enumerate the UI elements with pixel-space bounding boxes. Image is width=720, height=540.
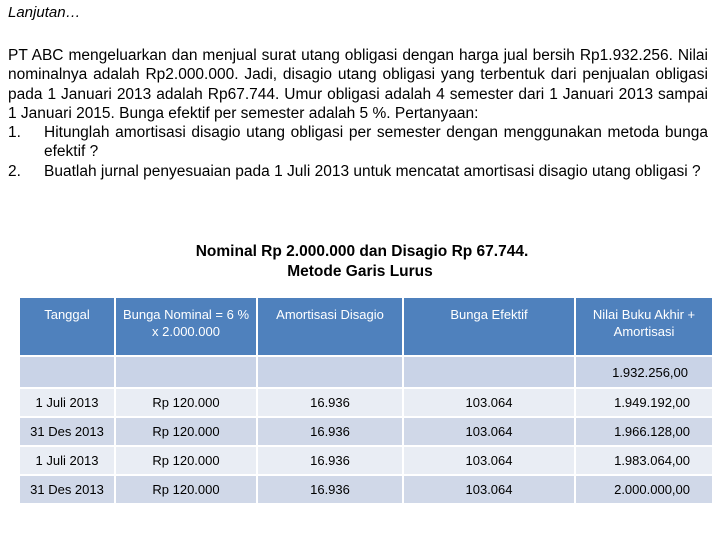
problem-text	[8, 46, 708, 181]
problem-paragraph: PT ABC mengeluarkan dan menjual surat utang obligasi dengan harga jual bersih Rp1.932.256. Nilai nominalnya adalah Rp2.000.000. Jadi, disagio utang obligasi yang terbentuk dari penjualan obligasi pada 1 Januari 2013 adalah Rp67.744. Umur obligasi adalah 4 semester dari 1 Januari 2013 sampai 1 Januari 2015. Bunga efektif per semester adalah 5 %. Pertanyaan:	[8, 47, 708, 122]
cell-book-value: 2.000.000,00	[576, 476, 712, 503]
cell-amortization: 16.936	[258, 476, 402, 503]
table-cell	[404, 357, 574, 387]
question-item	[8, 162, 708, 181]
cell-date: 1 Juli 2013	[20, 447, 114, 474]
table-row	[20, 418, 712, 445]
table-header-row	[20, 298, 712, 355]
cell-amortization: 16.936	[258, 447, 402, 474]
table-row	[20, 389, 712, 416]
header-nilai-buku: Nilai Buku Akhir + Amortisasi	[576, 298, 712, 355]
cell-effective-interest: 103.064	[404, 447, 574, 474]
table-row	[20, 476, 712, 503]
question-item	[8, 123, 708, 162]
header-bunga-efektif: Bunga Efektif	[404, 298, 574, 355]
cell-nominal-interest: Rp 120.000	[116, 389, 256, 416]
cell-effective-interest: 103.064	[404, 389, 574, 416]
cell-book-value: 1.966.128,00	[576, 418, 712, 445]
cell-nominal-interest: Rp 120.000	[116, 447, 256, 474]
question-number: 1.	[8, 124, 21, 142]
cell-book-value: 1.949.192,00	[576, 389, 712, 416]
cell-date: 1 Juli 2013	[20, 389, 114, 416]
question-text: Hitunglah amortisasi disagio utang obligasi per semester dengan menggunakan metoda bunga efektif ?	[44, 124, 708, 161]
table-heading-nominal: Nominal Rp 2.000.000 dan Disagio Rp 67.744.	[195, 243, 529, 260]
cell-nominal-interest: Rp 120.000	[116, 476, 256, 503]
table-row	[20, 447, 712, 474]
cell-date: 31 Des 2013	[20, 476, 114, 503]
table-heading-method: Metode Garis Lurus	[287, 263, 433, 280]
header-bunga-nominal: Bunga Nominal = 6 % x 2.000.000	[116, 298, 256, 355]
slide-subtitle: Lanjutan…	[8, 4, 81, 21]
table-cell	[20, 357, 114, 387]
table-cell	[258, 357, 402, 387]
header-tanggal: Tanggal	[20, 298, 114, 355]
cell-nominal-interest: Rp 120.000	[116, 418, 256, 445]
amortization-table	[18, 296, 714, 505]
cell-date: 31 Des 2013	[20, 418, 114, 445]
cell-amortization: 16.936	[258, 418, 402, 445]
header-amortisasi-disagio: Amortisasi Disagio	[258, 298, 402, 355]
question-text: Buatlah jurnal penyesuaian pada 1 Juli 2013 untuk mencatat amortisasi disagio utang obligasi ?	[44, 162, 701, 180]
cell-book-value: 1.983.064,00	[576, 447, 712, 474]
table-row-initial	[20, 357, 712, 387]
table-cell	[116, 357, 256, 387]
cell-amortization: 16.936	[258, 389, 402, 416]
initial-book-value: 1.932.256,00	[576, 357, 712, 387]
question-number: 2.	[8, 162, 21, 180]
cell-effective-interest: 103.064	[404, 418, 574, 445]
cell-effective-interest: 103.064	[404, 476, 574, 503]
